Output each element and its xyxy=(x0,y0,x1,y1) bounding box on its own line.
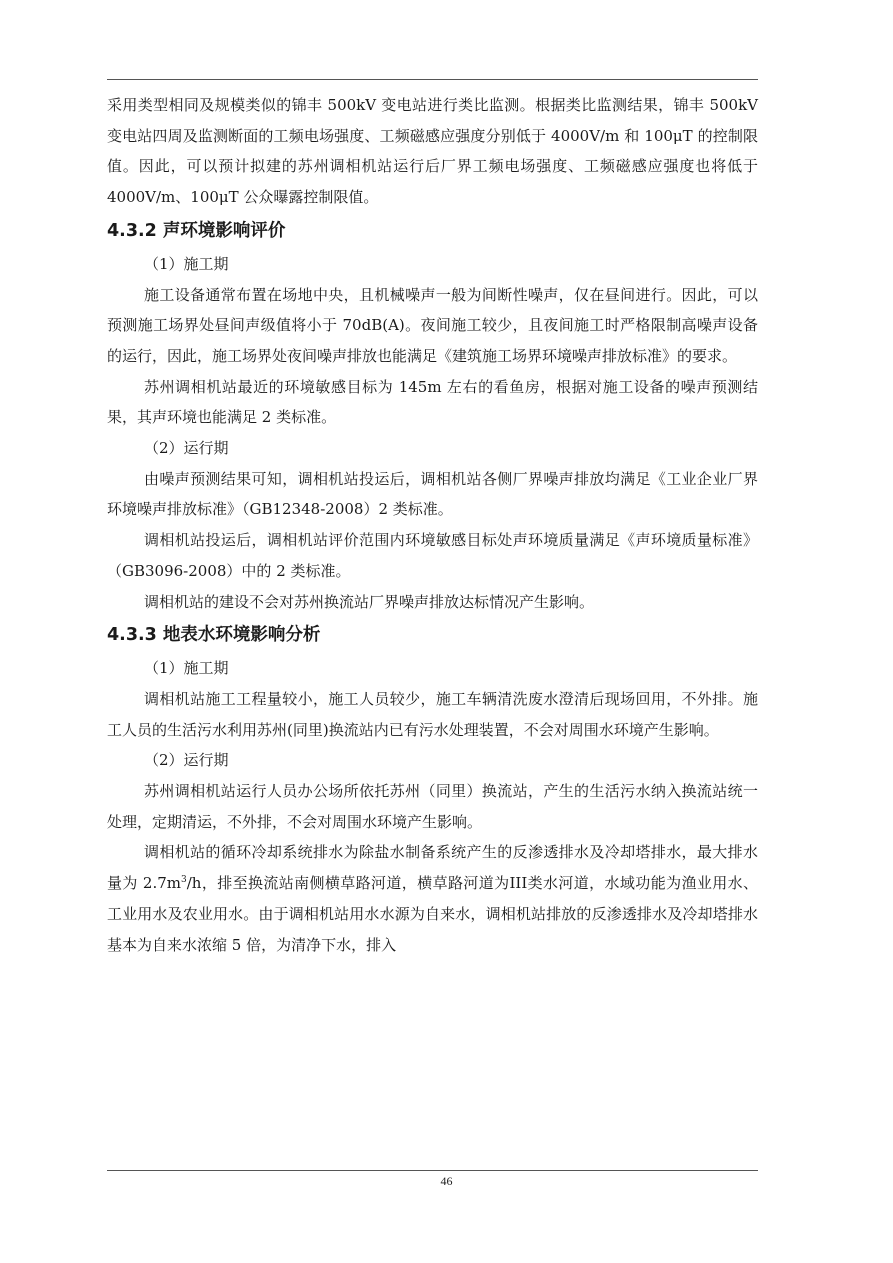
page-number: 46 xyxy=(440,1174,453,1188)
paragraph-noise-construction: 施工设备通常布置在场地中央，且机械噪声一般为间断性噪声，仅在昼间进行。因此，可以预测施工场界处昼间声级值将小于 70dB(A)。夜间施工较少，且夜间施工时严格限制高噪声设备的运行，因此，施工场界处夜间噪声排放也能满足《建筑施工场界环境噪声排放标准》的要求。 xyxy=(107,285,758,365)
cooling-text-b: /h，排至换流站南侧横草路河道，横草路河道为III类水河道，水域功能为渔业用水、工业用水及农业用水。由于调相机站用水水源为自来水，调相机站排放的反渗透排水及冷却塔排水基本为自来水浓缩 5 倍，为清净下水，排入 xyxy=(107,874,758,954)
subheading-construction-water: （1）施工期 xyxy=(144,659,229,678)
paragraph-noise-sensitive-target: 苏州调相机站最近的环境敏感目标为 145m 左右的看鱼房，根据对施工设备的噪声预测结果，其声环境也能满足 2 类标准。 xyxy=(107,377,758,427)
subheading-operation: （2）运行期 xyxy=(144,439,229,458)
subheading-operation-water: （2）运行期 xyxy=(144,751,229,770)
section-heading-4-3-3: 4.3.3 地表水环境影响分析 xyxy=(107,625,321,646)
subheading-construction: （1）施工期 xyxy=(144,254,229,273)
footer-rule xyxy=(107,1170,758,1171)
paragraph-cooling-discharge xyxy=(107,837,758,960)
header-rule xyxy=(107,79,758,80)
paragraph-water-operation: 苏州调相机站运行人员办公场所依托苏州（同里）换流站，产生的生活污水纳入换流站统一处理，定期清运，不外排，不会对周围水环境产生影响。 xyxy=(107,782,758,831)
paragraph-noise-quality: 调相机站投运后，调相机站评价范围内环境敏感目标处声环境质量满足《声环境质量标准》（GB3096-2008）中的 2 类标准。 xyxy=(107,531,758,580)
paragraph-water-construction: 调相机站施工工程量较小，施工人员较少，施工车辆清洗废水澄清后现场回用，不外排。施工人员的生活污水利用苏州(同里)换流站内已有污水处理装置，不会对周围水环境产生影响。 xyxy=(107,689,758,739)
section-heading-4-3-2: 4.3.2 声环境影响评价 xyxy=(107,220,286,241)
cooling-superscript: 3 xyxy=(181,875,187,886)
paragraph-noise-operation: 由噪声预测结果可知，调相机站投运后，调相机站各侧厂界噪声排放均满足《工业企业厂界环境噪声排放标准》（GB12348-2008）2 类标准。 xyxy=(107,469,758,519)
paragraph-noise-impact: 调相机站的建设不会对苏州换流站厂界噪声排放达标情况产生影响。 xyxy=(144,592,595,611)
cooling-text-a: 调相机站的循环冷却系统排水为除盐水制备系统产生的反渗透排水及冷却塔排水，最大排水量为 2.7m xyxy=(107,843,758,893)
page-content xyxy=(107,90,758,960)
paragraph-intro: 采用类型相同及规模类似的锦丰 500kV 变电站进行类比监测。根据类比监测结果，锦丰 500kV 变电站四周及监测断面的工频电场强度、工频磁感应强度分别低于 4000V/m 和 100μT 的控制限值。因此，可以预计拟建的苏州调相机站运行后厂界工频电场强度、工频磁感应强度也将低于 4000V/m、100μT 公众曝露控制限值。 xyxy=(107,96,758,207)
